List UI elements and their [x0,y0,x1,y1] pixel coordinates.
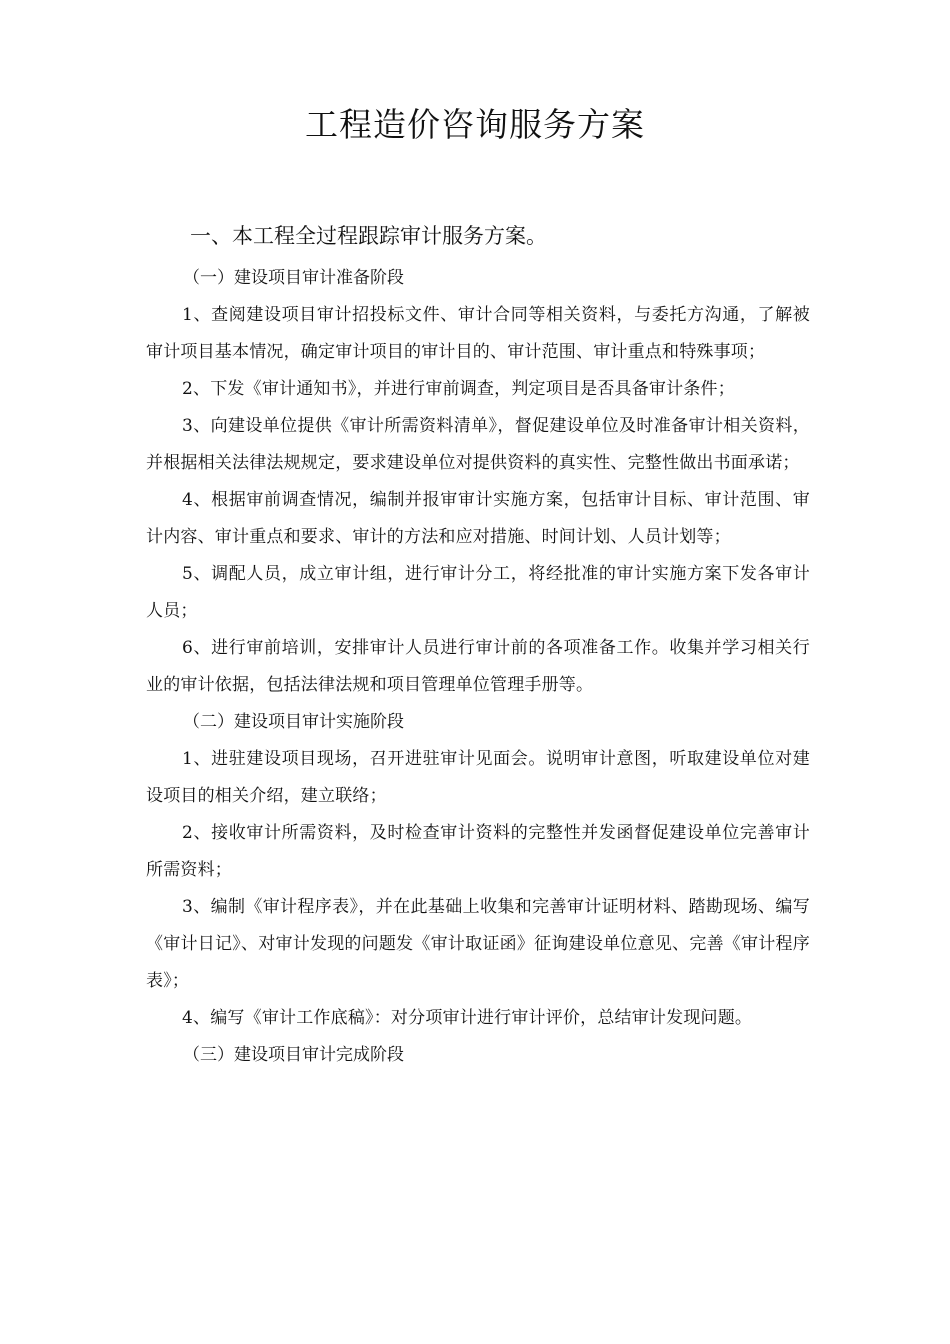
stage1-heading: （一）建设项目审计准备阶段 [183,268,404,288]
stage3-heading: （三）建设项目审计完成阶段 [183,1045,404,1065]
stage1-item-4: 4、根据审前调查情况，编制并报审审计实施方案，包括审计目标、审计范围、审计内容、审计重点和要求、审计的方法和应对措施、时间计划、人员计划等； [146,490,810,547]
stage1-item-2: 2、下发《审计通知书》，并进行审前调查，判定项目是否具备审计条件； [182,379,735,399]
stage2-item-1: 1、进驻建设项目现场，召开进驻审计见面会。说明审计意图，听取建设单位对建设项目的相关介绍，建立联络； [146,749,810,806]
stage1-item-5: 5、调配人员，成立审计组，进行审计分工，将经批准的审计实施方案下发各审计人员； [146,564,810,621]
document-body [146,260,810,1074]
stage1-item-3: 3、向建设单位提供《审计所需资料清单》，督促建设单位及时准备审计相关资料，并根据相关法律法规规定，要求建设单位对提供资料的真实性、完整性做出书面承诺； [146,416,810,473]
document-title: 工程造价咨询服务方案 [305,105,645,144]
stage2-item-3: 3、编制《审计程序表》，并在此基础上收集和完善审计证明材料、踏勘现场、编写《审计日记》、对审计发现的问题发《审计取证函》征询建设单位意见、完善《审计程序表》； [146,897,810,991]
stage1-item-1: 1、查阅建设项目审计招投标文件、审计合同等相关资料，与委托方沟通，了解被审计项目基本情况，确定审计项目的审计目的、审计范围、审计重点和特殊事项； [146,305,810,362]
stage1-item-6: 6、进行审前培训，安排审计人员进行审计前的各项准备工作。收集并学习相关行业的审计依据，包括法律法规和项目管理单位管理手册等。 [146,638,810,695]
stage2-heading: （二）建设项目审计实施阶段 [183,712,404,732]
stage2-item-4: 4、编写《审计工作底稿》：对分项审计进行审计评价，总结审计发现问题。 [182,1008,753,1028]
section-heading: 一、本工程全过程跟踪审计服务方案。 [190,224,547,248]
stage2-item-2: 2、接收审计所需资料，及时检查审计资料的完整性并发函督促建设单位完善审计所需资料； [146,823,810,880]
